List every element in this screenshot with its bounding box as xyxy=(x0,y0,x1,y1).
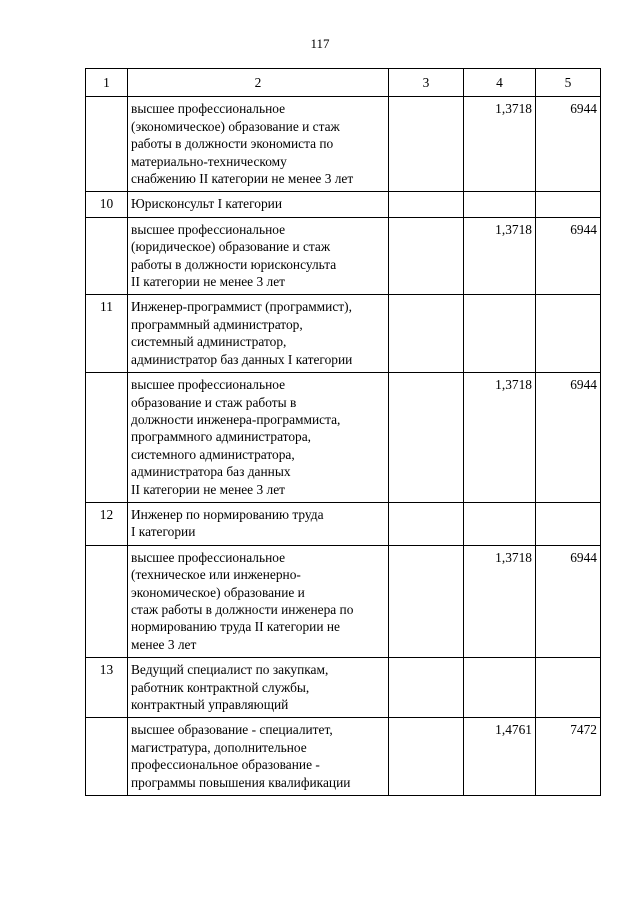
row-number-cell: 13 xyxy=(86,658,128,718)
table-row xyxy=(86,192,601,217)
table-row xyxy=(86,373,601,503)
header-col-3: 3 xyxy=(389,69,464,97)
coefficient-cell: 1,3718 xyxy=(464,373,536,503)
position-description-cell: высшее образование - специалитет, магистратура, дополнительное профессиональное образование - программы повышения квалификации xyxy=(128,718,389,796)
table-row xyxy=(86,295,601,373)
table-row xyxy=(86,217,601,295)
column-3-cell xyxy=(389,658,464,718)
header-col-2: 2 xyxy=(128,69,389,97)
column-3-cell xyxy=(389,373,464,503)
qualification-table xyxy=(85,68,601,796)
column-3-cell xyxy=(389,192,464,217)
page-number: 117 xyxy=(310,36,330,51)
position-description-cell: высшее профессиональное образование и стаж работы в должности инженера-программиста, программного администратора, системного администратора, администратора баз данных II категории не менее 3 лет xyxy=(128,373,389,503)
row-number-cell: 12 xyxy=(86,502,128,545)
position-description-cell: высшее профессиональное (экономическое) образование и стаж работы в должности экономиста по материально-техническому снабжению II категории не менее 3 лет xyxy=(128,97,389,192)
position-description-cell: высшее профессиональное (техническое или инженерно- экономическое) образование и стаж работы в должности инженера по нормированию труда II категории не менее 3 лет xyxy=(128,545,389,657)
column-3-cell xyxy=(389,295,464,373)
column-3-cell xyxy=(389,502,464,545)
coefficient-cell xyxy=(464,502,536,545)
row-number-cell: 10 xyxy=(86,192,128,217)
column-3-cell xyxy=(389,718,464,796)
coefficient-cell xyxy=(464,192,536,217)
salary-cell xyxy=(536,658,601,718)
table-row xyxy=(86,545,601,657)
table-row xyxy=(86,97,601,192)
header-col-1: 1 xyxy=(86,69,128,97)
coefficient-cell: 1,3718 xyxy=(464,217,536,295)
column-3-cell xyxy=(389,217,464,295)
column-3-cell xyxy=(389,97,464,192)
position-description-cell: Инженер-программист (программист), программный администратор, системный администратор, администратор баз данных I категории xyxy=(128,295,389,373)
table-row xyxy=(86,502,601,545)
position-description-cell: Инженер по нормированию труда I категории xyxy=(128,502,389,545)
salary-cell xyxy=(536,192,601,217)
table-header-row xyxy=(86,69,601,97)
row-number-cell xyxy=(86,718,128,796)
coefficient-cell xyxy=(464,658,536,718)
row-number-cell xyxy=(86,545,128,657)
header-col-5: 5 xyxy=(536,69,601,97)
salary-cell: 6944 xyxy=(536,217,601,295)
row-number-cell: 11 xyxy=(86,295,128,373)
row-number-cell xyxy=(86,217,128,295)
row-number-cell xyxy=(86,373,128,503)
coefficient-cell: 1,3718 xyxy=(464,97,536,192)
row-number-cell xyxy=(86,97,128,192)
table-row xyxy=(86,718,601,796)
salary-cell: 6944 xyxy=(536,545,601,657)
salary-cell xyxy=(536,295,601,373)
header-col-4: 4 xyxy=(464,69,536,97)
table-row xyxy=(86,658,601,718)
position-description-cell: Ведущий специалист по закупкам, работник контрактной службы, контрактный управляющий xyxy=(128,658,389,718)
salary-cell: 7472 xyxy=(536,718,601,796)
salary-cell: 6944 xyxy=(536,373,601,503)
position-description-cell: Юрисконсульт I категории xyxy=(128,192,389,217)
position-description-cell: высшее профессиональное (юридическое) образование и стаж работы в должности юрисконсульта II категории не менее 3 лет xyxy=(128,217,389,295)
salary-cell: 6944 xyxy=(536,97,601,192)
coefficient-cell: 1,4761 xyxy=(464,718,536,796)
salary-cell xyxy=(536,502,601,545)
coefficient-cell: 1,3718 xyxy=(464,545,536,657)
column-3-cell xyxy=(389,545,464,657)
coefficient-cell xyxy=(464,295,536,373)
